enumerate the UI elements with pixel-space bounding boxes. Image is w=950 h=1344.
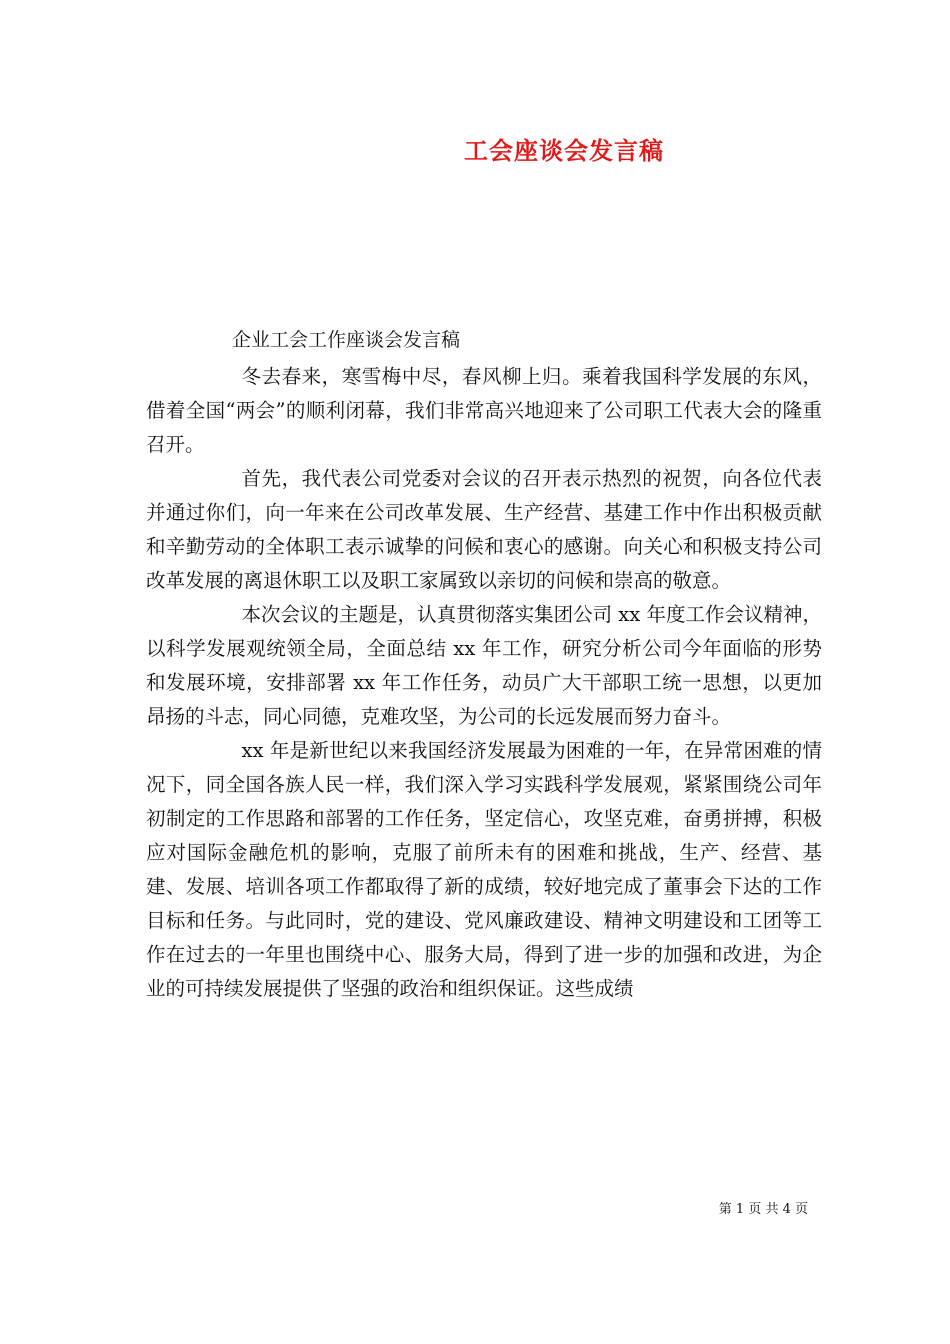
document-subtitle: 企业工会工作座谈会发言稿 (232, 329, 461, 351)
paragraph-4: xx 年是新世纪以来我国经济发展最为困难的一年，在异常困难的情况下，同全国各族人民一样，我们深入学习实践科学发展观，紧紧围绕公司年初制定的工作思路和部署的工作任务，坚定信心，攻坚克难，奋勇拼搏，积极应对国际金融危机的影响，克服了前所未有的困难和挑战，生产、经营、基建、发展、培训各项工作都取得了新的成绩，较好地完成了董事会下达的工作目标和任务。与此同时，党的建设、党风廉政建设、精神文明建设和工团等工作在过去的一年里也围绕中心、服务大局，得到了进一步的加强和改进，为企业的可持续发展提供了坚强的政治和组织保证。这些成绩 (146, 739, 822, 1000)
page-number-footer: 第 1 页 共 4 页 (718, 1202, 808, 1217)
document-title: 工会座谈会发言稿 (464, 136, 664, 165)
paragraph-1: 冬去春来，寒雪梅中尽，春风柳上归。乘着我国科学发展的东风，借着全国“两会”的顺利闭幕，我们非常高兴地迎来了公司职工代表大会的隆重召开。 (146, 365, 822, 456)
paragraph-2: 首先，我代表公司党委对会议的召开表示热烈的祝贺，向各位代表并通过你们，向一年来在公司改革发展、生产经营、基建工作中作出积极贡献和辛勤劳动的全体职工表示诚挚的问候和衷心的感谢。向关心和积极支持公司改革发展的离退休职工以及职工家属致以亲切的问候和崇高的敬意。 (146, 467, 822, 592)
document-body (146, 360, 822, 1006)
paragraph-3: 本次会议的主题是，认真贯彻落实集团公司 xx 年度工作会议精神，以科学发展观统领全局，全面总结 xx 年工作，研究分析公司今年面临的形势和发展环境，安排部署 xx 年工作任务，动员广大干部职工统一思想，以更加昂扬的斗志，同心同德，克难攻坚，为公司的长远发展而努力奋斗。 (146, 603, 822, 728)
